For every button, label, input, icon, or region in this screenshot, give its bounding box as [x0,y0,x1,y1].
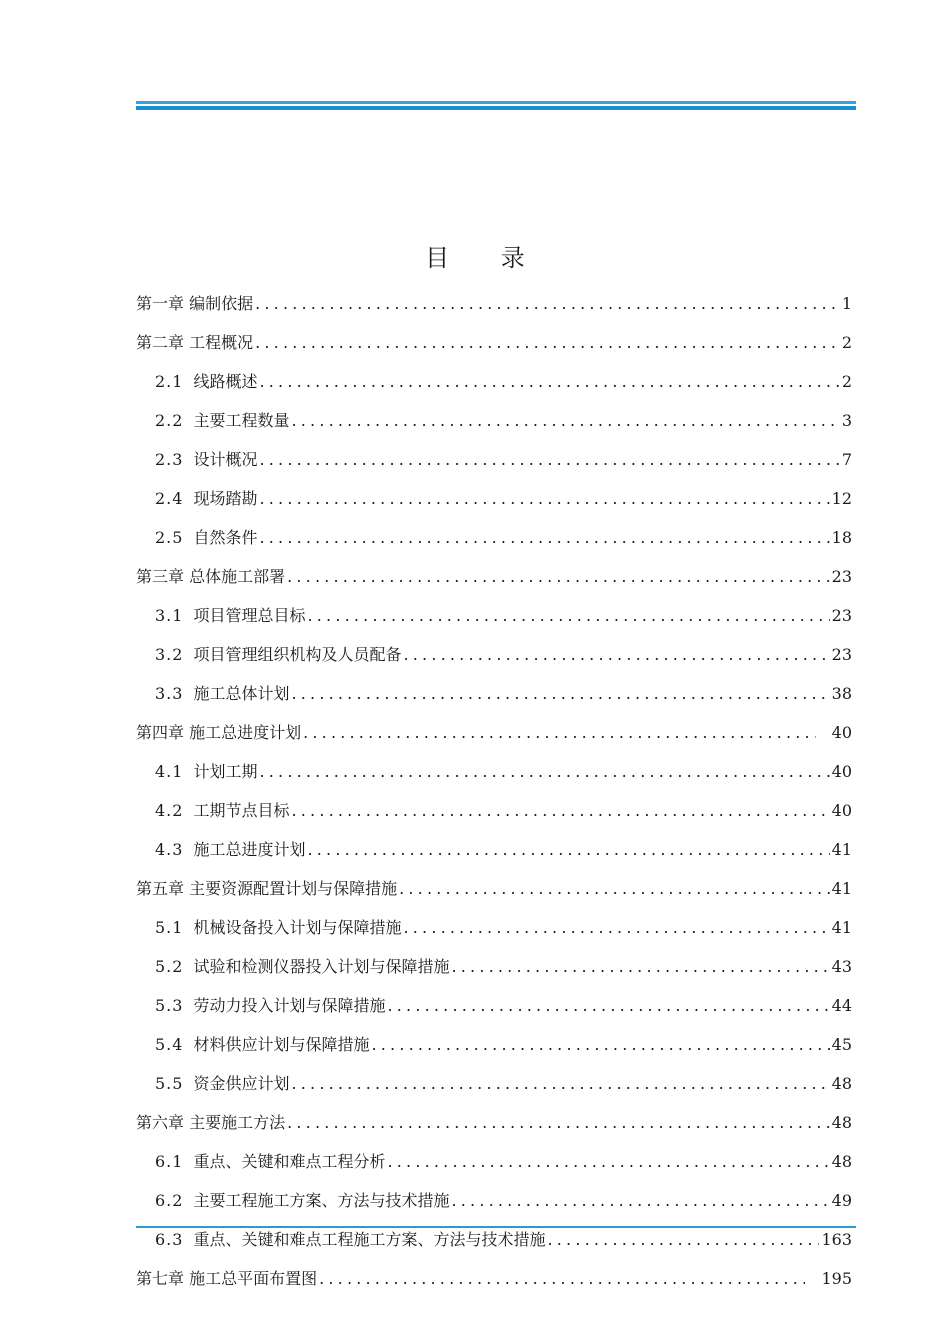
toc-entry-title: 现场踏勘 [193,489,258,508]
toc-entry-title: 项目管理组织机构及人员配备 [193,645,402,664]
toc-section-entry[interactable] [155,760,852,784]
dot-leader [259,526,829,550]
toc-chapter-entry[interactable] [136,292,852,316]
toc-entry-title: 自然条件 [193,528,258,547]
toc-entry-page: 40 [831,723,852,742]
toc-entry-label [136,292,253,316]
toc-section-entry[interactable] [155,994,852,1018]
toc-section-entry[interactable] [155,1189,852,1213]
dot-leader [291,409,839,433]
toc-section-entry[interactable] [155,448,852,472]
dot-leader [403,916,829,940]
dot-leader [287,565,830,589]
toc-entry-number: 4.3 [155,840,184,859]
toc-entry-label [155,955,449,979]
toc-entry-label [136,1111,285,1135]
dot-leader [399,877,830,901]
toc-entry-number: 3.3 [155,684,184,703]
toc-entry-page: 48 [831,1074,852,1093]
toc-entry-label [155,994,385,1018]
dot-leader [307,838,829,862]
toc-entry-title: 主要工程数量 [193,411,290,430]
page-title: 目 录 [425,244,547,272]
toc-chapter-entry[interactable] [136,331,852,355]
toc-entry-page: 38 [831,684,852,703]
dot-leader [259,370,839,394]
toc-entry-number: 5.4 [155,1035,184,1054]
toc-chapter-entry[interactable] [136,565,852,589]
toc-entry-label [155,1150,385,1174]
toc-section-entry[interactable] [155,916,852,940]
toc-entry-page: 3 [841,411,852,430]
toc-chapter-entry[interactable] [136,1267,852,1291]
toc-entry-title: 项目管理总目标 [193,606,306,625]
toc-entry-title: 第五章 主要资源配置计划与保障措施 [136,879,398,898]
toc-entry-page: 45 [831,1035,852,1054]
dot-leader [259,487,829,511]
toc-entry-label [136,721,301,745]
toc-entry-title: 试验和检测仪器投入计划与保障措施 [193,957,450,976]
toc-entry-title: 主要工程施工方案、方法与技术措施 [193,1191,450,1210]
toc-entry-label [136,877,397,901]
toc-entry-title: 资金供应计划 [193,1074,290,1093]
toc-entry-label [155,643,401,667]
dot-leader [291,1072,829,1096]
toc-entry-number: 5.1 [155,918,184,937]
toc-chapter-entry[interactable] [136,877,852,901]
toc-entry-page: 41 [831,879,852,898]
toc-section-entry[interactable] [155,682,852,706]
toc-entry-title: 第四章 施工总进度计划 [136,723,302,742]
footer-rule [136,1226,856,1228]
toc-entry-page: 23 [831,606,852,625]
toc-chapter-entry[interactable] [136,721,852,745]
toc-entry-page: 23 [831,645,852,664]
toc-entry-number: 6.3 [155,1230,184,1249]
toc-entry-label [155,526,257,550]
dot-leader [291,799,829,823]
toc-entry-title: 机械设备投入计划与保障措施 [193,918,402,937]
dot-leader [255,292,840,316]
toc-entry-label [155,409,289,433]
toc-entry-page: 18 [831,528,852,547]
toc-section-entry[interactable] [155,1033,852,1057]
dot-leader [387,1150,829,1174]
toc-entry-title: 线路概述 [193,372,258,391]
toc-entry-title: 材料供应计划与保障措施 [193,1035,370,1054]
toc-entry-label [136,1267,317,1291]
toc-entry-title: 设计概况 [193,450,258,469]
toc-section-entry[interactable] [155,643,852,667]
toc-entry-label [155,487,257,511]
toc-section-entry[interactable] [155,1072,852,1096]
toc-entry-label [155,1228,545,1252]
toc-entry-label [155,916,401,940]
dot-leader [287,1111,830,1135]
toc-entry-label [155,760,257,784]
toc-entry-number: 2.1 [155,372,184,391]
toc-entry-page: 23 [831,567,852,586]
toc-entry-title: 重点、关键和难点工程施工方案、方法与技术措施 [193,1230,546,1249]
toc-entry-page: 163 [821,1230,852,1249]
toc-entry-title: 重点、关键和难点工程分析 [193,1152,386,1171]
toc-entry-number: 5.5 [155,1074,184,1093]
toc-entry-number: 6.2 [155,1191,184,1210]
toc-entry-label [155,370,257,394]
dot-leader [303,721,816,745]
toc-entry-number: 6.1 [155,1152,184,1171]
toc-section-entry[interactable] [155,838,852,862]
toc-entry-number: 2.3 [155,450,184,469]
dot-leader [259,760,829,784]
toc-entry-page: 195 [821,1269,852,1288]
toc-entry-page: 49 [831,1191,852,1210]
toc-entry-number: 3.1 [155,606,184,625]
dot-leader [307,604,829,628]
toc-entry-number: 5.3 [155,996,184,1015]
toc-entry-label [155,682,289,706]
toc-entry-page: 41 [831,840,852,859]
toc-entry-number: 3.2 [155,645,184,664]
toc-entry-title: 第七章 施工总平面布置图 [136,1269,318,1288]
toc-entry-title: 第三章 总体施工部署 [136,567,286,586]
toc-entry-title: 施工总进度计划 [193,840,306,859]
toc-entry-label [155,799,289,823]
dot-leader [403,643,829,667]
dot-leader [255,331,840,355]
dot-leader [387,994,829,1018]
toc-section-entry[interactable] [155,409,852,433]
toc-entry-number: 4.2 [155,801,184,820]
toc-entry-page: 44 [831,996,852,1015]
toc-chapter-entry[interactable] [136,1111,852,1135]
toc-section-entry[interactable] [155,1228,852,1252]
dot-leader [371,1033,829,1057]
toc-entry-number: 2.2 [155,411,184,430]
toc-entry-label [136,565,285,589]
dot-leader [451,955,829,979]
toc-section-entry[interactable] [155,487,852,511]
toc-entry-number: 2.5 [155,528,184,547]
dot-leader [319,1267,805,1291]
toc-entry-label [155,1189,449,1213]
toc-entry-number: 5.2 [155,957,184,976]
toc-entry-page: 43 [831,957,852,976]
dot-leader [291,682,829,706]
toc-entry-label [136,331,253,355]
toc-entry-title: 第二章 工程概况 [136,333,254,352]
toc-section-entry[interactable] [155,604,852,628]
toc-entry-page: 48 [831,1152,852,1171]
toc-entry-page: 41 [831,918,852,937]
toc-entry-page: 7 [841,450,852,469]
toc-entry-title: 劳动力投入计划与保障措施 [193,996,386,1015]
toc-section-entry[interactable] [155,370,852,394]
toc-entry-label [155,448,257,472]
toc-entry-page: 12 [831,489,852,508]
toc-entry-title: 第六章 主要施工方法 [136,1113,286,1132]
toc-entry-number: 2.4 [155,489,184,508]
toc-entry-label [155,838,305,862]
dot-leader [547,1228,819,1252]
toc-entry-title: 工期节点目标 [193,801,290,820]
toc-section-entry[interactable] [155,526,852,550]
toc-entry-label [155,1033,369,1057]
toc-section-entry[interactable] [155,955,852,979]
toc-entry-page: 2 [841,372,852,391]
dot-leader [259,448,839,472]
toc-entry-label [155,604,305,628]
toc-entry-label [155,1072,289,1096]
toc-entry-page: 40 [831,762,852,781]
toc-entry-page: 1 [841,294,852,313]
toc-section-entry[interactable] [155,799,852,823]
toc-entry-title: 施工总体计划 [193,684,290,703]
toc-entry-page: 40 [831,801,852,820]
toc-entry-page: 48 [831,1113,852,1132]
toc-entry-title: 第一章 编制依据 [136,294,254,313]
toc-entry-title: 计划工期 [193,762,258,781]
dot-leader [451,1189,829,1213]
toc-entry-number: 4.1 [155,762,184,781]
toc-section-entry[interactable] [155,1150,852,1174]
toc-entry-page: 2 [841,333,852,352]
